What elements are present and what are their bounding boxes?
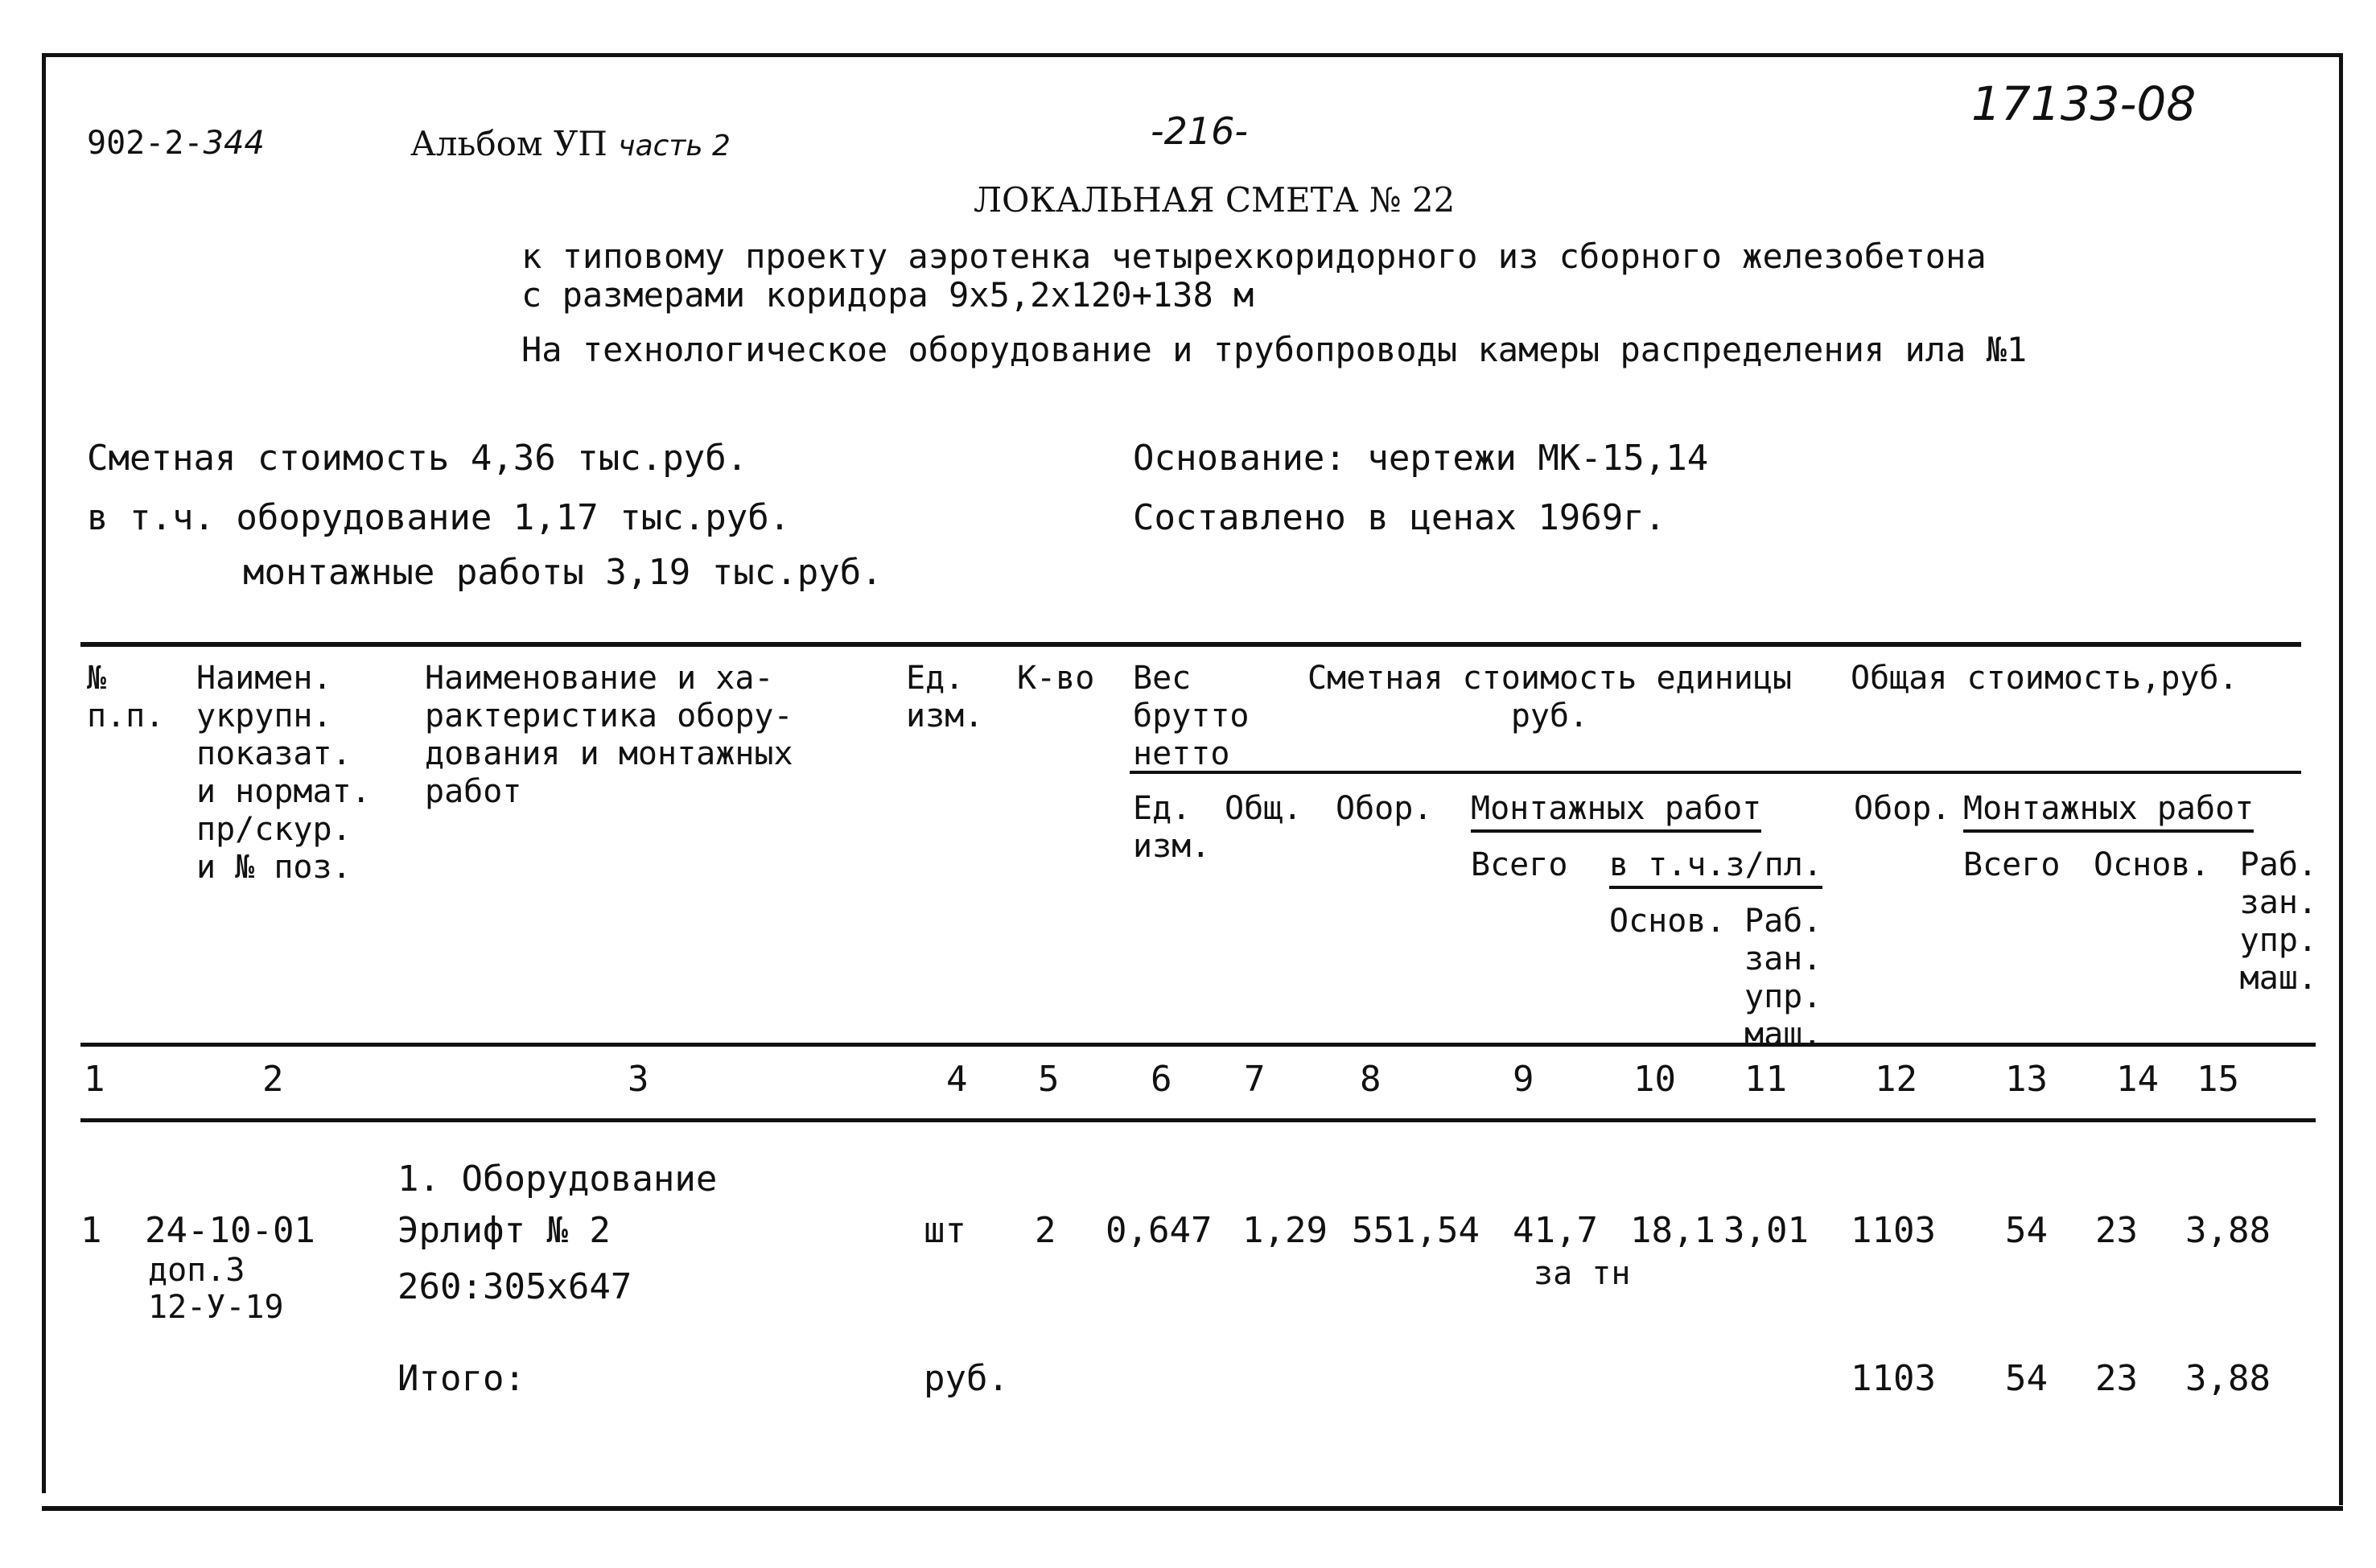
row-per-ton-note: за тн <box>1534 1255 1631 1292</box>
row-norm-position: 12-У-19 <box>148 1289 284 1326</box>
frame-left-border <box>42 53 46 1493</box>
column-number: 9 <box>1513 1059 1534 1100</box>
album-part: часть 2 <box>618 130 731 163</box>
column-number: 2 <box>262 1059 284 1100</box>
row-unit: шт <box>924 1210 966 1251</box>
column-number: 10 <box>1633 1059 1676 1100</box>
column-number: 6 <box>1151 1059 1172 1100</box>
total-subheader-equipment: Обор. <box>1854 790 1951 827</box>
table-top-rule <box>80 642 2301 647</box>
document-number: 17133-08 <box>1971 76 2197 131</box>
header-unit: Ед. изм. <box>906 660 984 735</box>
row-total-machinery: 3,88 <box>2185 1210 2271 1251</box>
estimated-cost: Сметная стоимость 4,36 тыс.руб. <box>87 438 748 479</box>
column-number: 11 <box>1744 1059 1787 1100</box>
estimate-title: ЛОКАЛЬНАЯ СМЕТА № 22 <box>974 180 1456 220</box>
subheader-total: Общ. <box>1225 790 1303 827</box>
header-item-name: Наименование и ха- рактеристика обору- дования и монтажных работ <box>425 660 793 810</box>
price-level: Составлено в ценах 1969г. <box>1133 497 1666 538</box>
totals-basic: 23 <box>2095 1358 2138 1399</box>
page-number: -216- <box>1151 109 1248 153</box>
album-title: Альбом УП <box>410 124 607 163</box>
project-code-suffix: 344 <box>203 125 265 162</box>
row-equipment-cost: 551,54 <box>1352 1210 1480 1251</box>
header-row-number: № п.п. <box>87 660 165 735</box>
column-number: 4 <box>946 1059 968 1100</box>
total-subheader-all: Всего <box>1963 846 2061 883</box>
row-weight: 0,647 <box>1106 1210 1213 1251</box>
subheader-installation: Монтажных работ <box>1471 790 1761 833</box>
frame-right-border <box>2339 53 2343 1505</box>
table-numbers-bottom-rule <box>80 1118 2316 1122</box>
row-total-all: 54 <box>2005 1210 2048 1251</box>
row-total-equipment: 1103 <box>1851 1210 1936 1251</box>
header-norm-code: Наимен. укрупн. показат. и нормат. пр/скур. и № поз. <box>196 660 371 886</box>
column-number: 15 <box>2197 1059 2239 1100</box>
installation-cost: монтажные работы 3,19 тыс.руб. <box>243 552 883 593</box>
row-total-basic: 23 <box>2095 1210 2138 1251</box>
header-weight: Вес брутто нетто <box>1133 660 1250 772</box>
basis-drawings: Основание: чертежи МК-15,14 <box>1133 438 1709 479</box>
header-total-cost: Общая стоимость,руб. <box>1851 660 2238 697</box>
row-item-spec: 260:305х647 <box>397 1266 632 1307</box>
totals-unit: руб. <box>924 1358 1009 1399</box>
title-line-2: с размерами коридора 9х5,2х120+138 м <box>521 275 1254 315</box>
column-number: 1 <box>84 1059 105 1100</box>
frame-bottom-border <box>42 1506 2343 1511</box>
header-quantity: К-во <box>1017 660 1095 697</box>
album-label <box>410 124 731 163</box>
column-number: 14 <box>2116 1059 2159 1100</box>
row-item-name: Эрлифт № 2 <box>397 1210 611 1251</box>
subheader-incl-wages: в т.ч.з/пл. <box>1609 846 1822 889</box>
row-install-all: 41,7 <box>1513 1210 1598 1251</box>
row-install-machinery: 3,01 <box>1723 1210 1809 1251</box>
total-subheader-basic: Основ. <box>2094 846 2210 883</box>
total-subheader-installation: Монтажных работ <box>1963 790 2254 833</box>
column-number: 12 <box>1875 1059 1917 1100</box>
title-line-1: к типовому проекту аэротенка четырехкоридорного из сборного железобетона <box>521 237 1987 276</box>
subheader-basic: Основ. <box>1609 903 1726 940</box>
title-line-3: На технологическое оборудование и трубопроводы камеры распределения ила №1 <box>521 330 2028 369</box>
totals-equipment: 1103 <box>1851 1358 1936 1399</box>
row-unit-total: 1,29 <box>1242 1210 1328 1251</box>
project-code-prefix: 902-2- <box>87 125 204 162</box>
subheader-equipment: Обор. <box>1336 790 1433 827</box>
subheader-machinery: Раб. зан. упр. маш. <box>1744 903 1822 1053</box>
subheader-unit: Ед. изм. <box>1133 790 1211 865</box>
row-quantity: 2 <box>1035 1210 1056 1251</box>
totals-label: Итого: <box>397 1358 525 1399</box>
column-number: 3 <box>628 1059 649 1100</box>
equipment-cost: в т.ч. оборудование 1,17 тыс.руб. <box>87 497 791 538</box>
subheader-install-all: Всего <box>1471 846 1568 883</box>
column-number: 8 <box>1360 1059 1382 1100</box>
frame-top-border <box>42 53 2343 57</box>
row-number: 1 <box>80 1210 102 1251</box>
row-norm-code: 24-10-01 <box>145 1210 315 1251</box>
row-install-basic: 18,1 <box>1630 1210 1715 1251</box>
total-subheader-machinery: Раб. зан. упр. маш. <box>2239 846 2317 997</box>
table-sub-rule <box>1130 771 2301 774</box>
totals-machinery: 3,88 <box>2185 1358 2271 1399</box>
totals-all: 54 <box>2005 1358 2048 1399</box>
column-number: 13 <box>2005 1059 2048 1100</box>
table-numbers-top-rule <box>80 1043 2316 1047</box>
row-norm-supplement: доп.3 <box>148 1252 245 1289</box>
column-number: 5 <box>1038 1059 1060 1100</box>
column-number: 7 <box>1244 1059 1266 1100</box>
section-title: 1. Оборудование <box>397 1159 718 1200</box>
header-unit-cost: Сметная стоимость единицы руб. <box>1307 660 1793 735</box>
project-code <box>87 125 265 162</box>
